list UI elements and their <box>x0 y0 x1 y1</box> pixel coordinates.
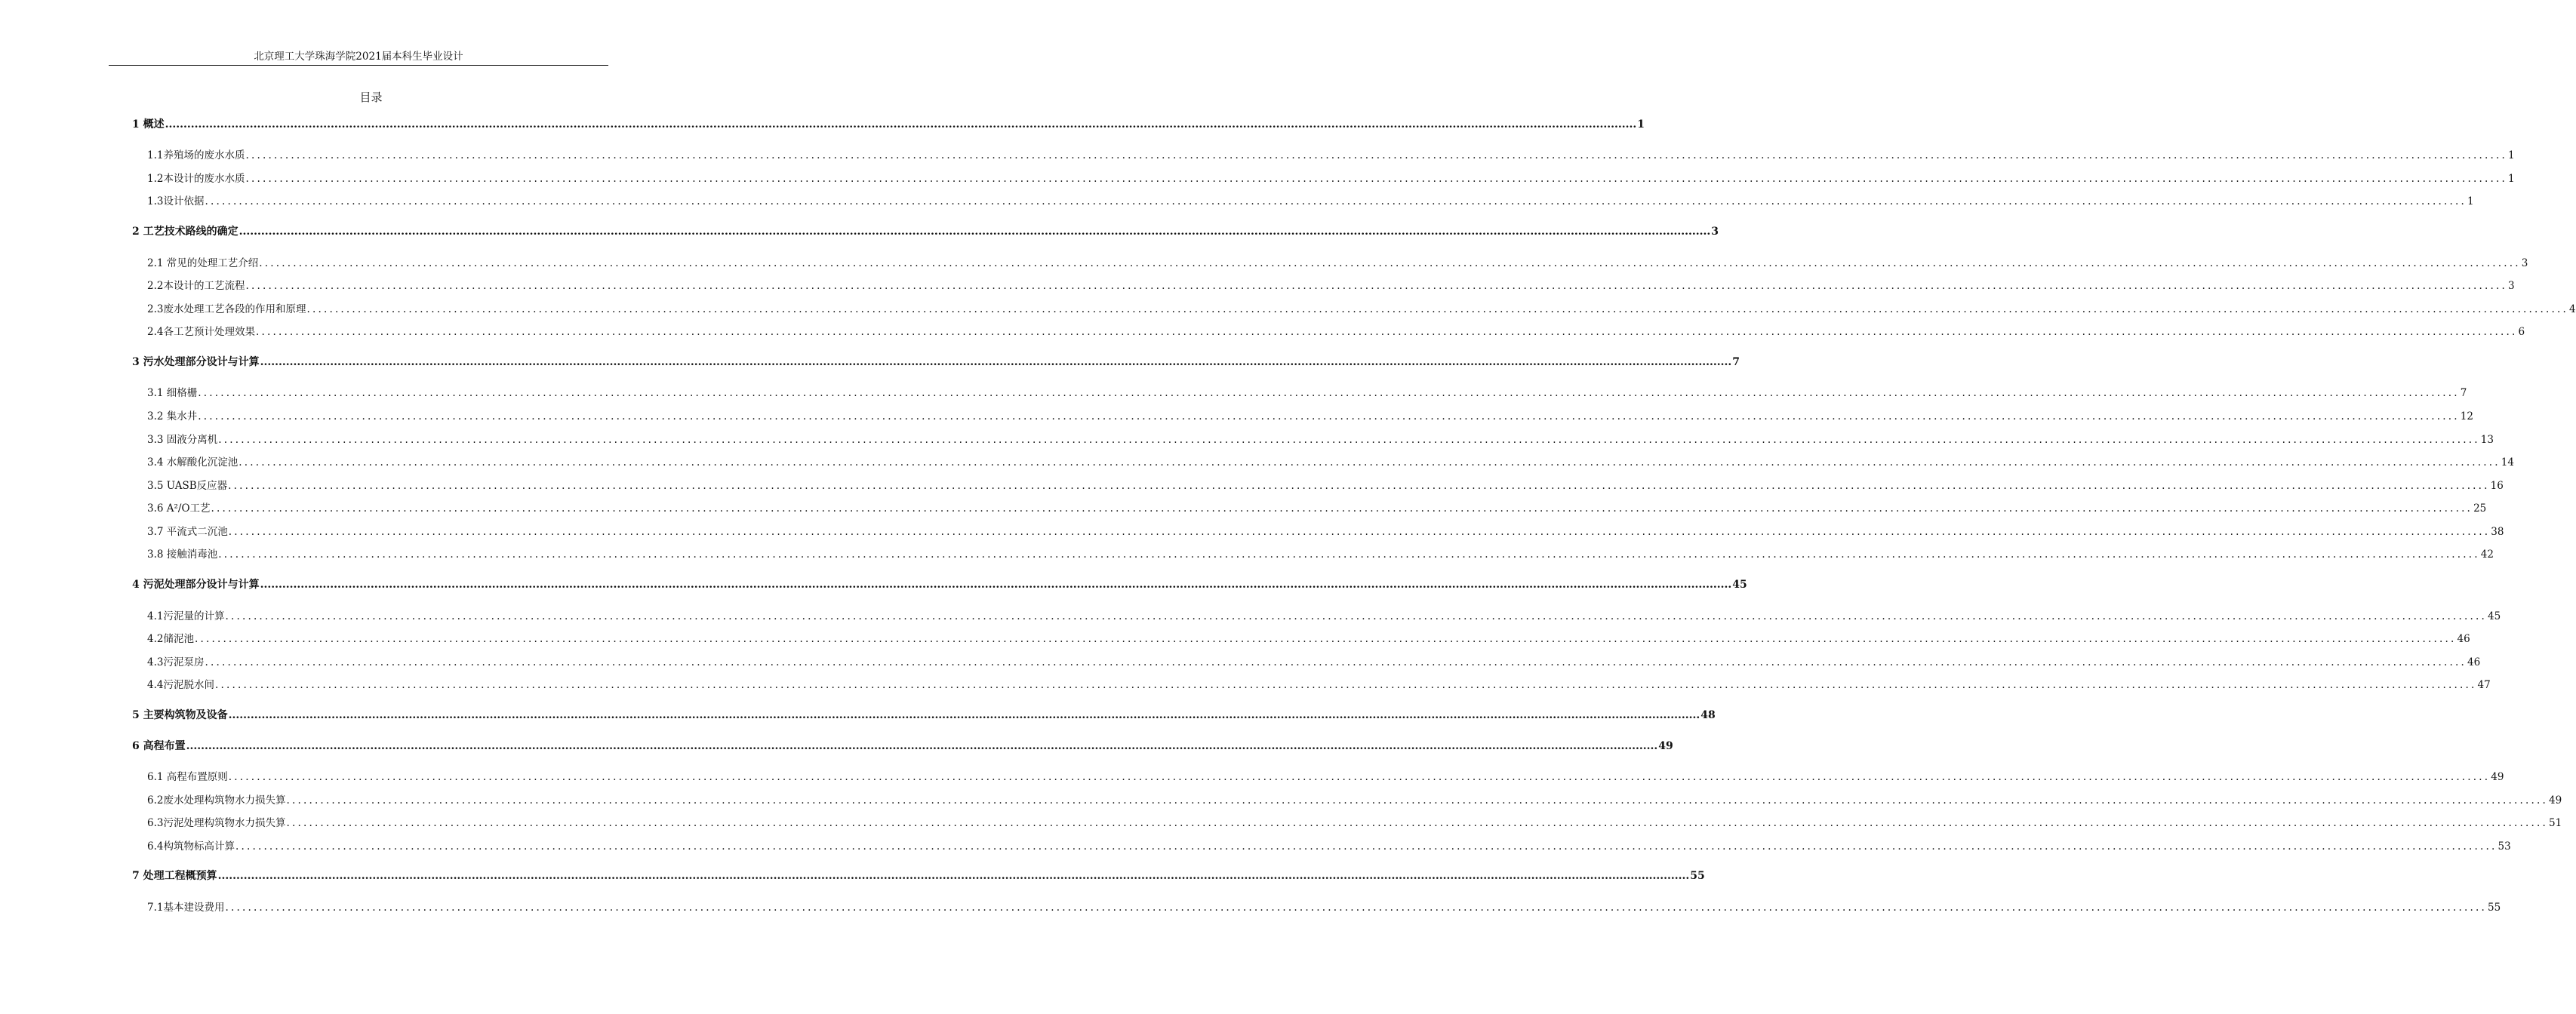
toc-page-number: 3 <box>2521 257 2528 269</box>
toc-entry-label: 6.2废水处理构筑物水力损失算 <box>147 794 286 807</box>
toc-page-number: 12 <box>2460 410 2473 422</box>
toc-page-number: 47 <box>2477 679 2491 691</box>
toc-page-number: 25 <box>2473 502 2487 515</box>
toc-chapter-entry[interactable] <box>132 578 1747 592</box>
toc-page-number: 14 <box>2501 456 2514 469</box>
toc-page-number: 7 <box>2460 387 2467 399</box>
toc-entry-label: 3.6 A²/O工艺 <box>147 502 211 515</box>
toc-dot-leader: ................................................................................................................................................................................................................................................................................................................................................................................................................ <box>239 226 1711 238</box>
toc-page-number: 46 <box>2467 656 2481 668</box>
toc-page-number: 1 <box>2508 173 2515 185</box>
toc-section-entry[interactable] <box>147 794 2562 807</box>
toc-page-number: 51 <box>2549 817 2562 829</box>
toc-dot-leader: ................................................................................................................................................................................................................................................................................................................................................................................................................ <box>217 870 1690 882</box>
toc-dot-leader: ................................................................................................................................................................................................................................................................................................................................................................................................................ <box>194 633 2457 645</box>
toc-page-number: 6 <box>2518 326 2525 338</box>
toc-section-entry[interactable] <box>147 195 2474 208</box>
toc-entry-label: 4.2储泥池 <box>147 633 194 645</box>
toc-chapter-entry[interactable] <box>132 739 1673 753</box>
toc-section-entry[interactable] <box>147 656 2481 669</box>
toc-dot-leader: ................................................................................................................................................................................................................................................................................................................................................................................................................ <box>205 195 2467 207</box>
toc-section-entry[interactable] <box>147 325 2525 339</box>
toc-dot-leader: ................................................................................................................................................................................................................................................................................................................................................................................................................ <box>255 326 2518 338</box>
toc-section-entry[interactable] <box>147 257 2528 270</box>
toc-entry-label: 4.1污泥量的计算 <box>147 610 225 622</box>
toc-section-entry[interactable] <box>147 433 2494 447</box>
toc-page-number: 49 <box>1658 740 1673 752</box>
toc-entry-label: 6 高程布置 <box>132 740 186 752</box>
toc-entry-label: 1 概述 <box>132 118 165 131</box>
toc-entry-label: 3.4 水解酸化沉淀池 <box>147 456 239 469</box>
toc-page-number: 49 <box>2549 794 2562 807</box>
toc-page-number: 46 <box>2457 633 2470 645</box>
toc-section-entry[interactable] <box>147 901 2501 914</box>
toc-dot-leader: ................................................................................................................................................................................................................................................................................................................................................................................................................ <box>205 656 2467 668</box>
toc-page-number: 48 <box>1700 709 1716 721</box>
toc-section-entry[interactable] <box>147 172 2515 186</box>
toc-section-entry[interactable] <box>147 456 2514 469</box>
toc-entry-label: 2 工艺技术路线的确定 <box>132 226 239 238</box>
toc-page-number: 38 <box>2491 526 2504 538</box>
toc-entry-label: 1.3设计依据 <box>147 195 205 207</box>
toc-dot-leader: ................................................................................................................................................................................................................................................................................................................................................................................................................ <box>165 118 1637 131</box>
toc-entry-label: 1.1养殖场的废水水质 <box>147 149 245 161</box>
toc-entry-label: 6.3污泥处理构筑物水力损失算 <box>147 817 286 829</box>
toc-page-number: 42 <box>2480 548 2494 561</box>
toc-dot-leader: ................................................................................................................................................................................................................................................................................................................................................................................................................ <box>260 579 1732 591</box>
toc-page-number: 1 <box>2508 149 2515 161</box>
toc-page-number: 4 <box>2569 303 2576 315</box>
toc-dot-leader: ................................................................................................................................................................................................................................................................................................................................................................................................................ <box>218 434 2480 446</box>
toc-entry-label: 6.4构筑物标高计算 <box>147 840 235 853</box>
toc-section-entry[interactable] <box>147 840 2511 853</box>
toc-section-entry[interactable] <box>147 479 2504 493</box>
toc-section-entry[interactable] <box>147 678 2491 692</box>
toc-chapter-entry[interactable] <box>132 869 1705 883</box>
toc-dot-leader: ................................................................................................................................................................................................................................................................................................................................................................................................................ <box>211 502 2473 515</box>
toc-dot-leader: ................................................................................................................................................................................................................................................................................................................................................................................................................ <box>286 794 2548 807</box>
toc-section-entry[interactable] <box>147 770 2504 784</box>
toc-dot-leader: ................................................................................................................................................................................................................................................................................................................................................................................................................ <box>259 257 2521 269</box>
toc-dot-leader: ................................................................................................................................................................................................................................................................................................................................................................................................................ <box>198 410 2460 422</box>
toc-entry-label: 6.1 高程布置原则 <box>147 771 228 783</box>
toc-entry-label: 3.8 接触消毒池 <box>147 548 218 561</box>
toc-dot-leader: ................................................................................................................................................................................................................................................................................................................................................................................................................ <box>260 356 1732 368</box>
toc-section-entry[interactable] <box>147 610 2501 623</box>
toc-dot-leader: ................................................................................................................................................................................................................................................................................................................................................................................................................ <box>228 480 2490 492</box>
toc-page-number: 16 <box>2490 480 2504 492</box>
toc-entry-label: 2.3废水处理工艺各段的作用和原理 <box>147 303 306 315</box>
toc-dot-leader: ................................................................................................................................................................................................................................................................................................................................................................................................................ <box>228 526 2491 538</box>
toc-section-entry[interactable] <box>147 816 2562 830</box>
toc-entry-label: 3.7 平流式二沉池 <box>147 526 228 538</box>
toc-page-number: 3 <box>1711 226 1719 238</box>
toc-dot-leader: ................................................................................................................................................................................................................................................................................................................................................................................................................ <box>245 280 2507 292</box>
toc-page-number: 1 <box>2467 195 2474 207</box>
toc-page-number: 1 <box>1637 118 1645 131</box>
toc-dot-leader: ................................................................................................................................................................................................................................................................................................................................................................................................................ <box>225 610 2487 622</box>
toc-page-number: 13 <box>2480 434 2494 446</box>
toc-dot-leader: ................................................................................................................................................................................................................................................................................................................................................................................................................ <box>306 303 2568 315</box>
toc-page-number: 55 <box>1690 870 1705 882</box>
toc-chapter-entry[interactable] <box>132 708 1716 722</box>
toc-dot-leader: ................................................................................................................................................................................................................................................................................................................................................................................................................ <box>245 149 2507 161</box>
toc-page-number: 49 <box>2491 771 2504 783</box>
toc-entry-label: 3.5 UASB反应器 <box>147 480 228 492</box>
toc-page-number: 45 <box>2488 610 2501 622</box>
toc-entry-label: 3.1 细格栅 <box>147 387 198 399</box>
toc-entry-label: 3.2 集水井 <box>147 410 198 422</box>
toc-entry-label: 2.2本设计的工艺流程 <box>147 280 245 292</box>
toc-entry-label: 4 污泥处理部分设计与计算 <box>132 579 260 591</box>
toc-entry-label: 4.3污泥泵房 <box>147 656 205 668</box>
toc-entry-label: 5 主要构筑物及设备 <box>132 709 228 721</box>
toc-section-entry[interactable] <box>147 410 2473 423</box>
toc-section-entry[interactable] <box>147 149 2515 162</box>
toc-dot-leader: ................................................................................................................................................................................................................................................................................................................................................................................................................ <box>198 387 2460 399</box>
toc-entry-label: 3 污水处理部分设计与计算 <box>132 356 260 368</box>
toc-entry-label: 7.1基本建设费用 <box>147 902 225 914</box>
toc-section-entry[interactable] <box>147 279 2515 293</box>
toc-section-entry[interactable] <box>147 548 2494 561</box>
toc-entry-label: 7 处理工程概预算 <box>132 870 217 882</box>
toc-page-number: 55 <box>2488 902 2501 914</box>
toc-entry-label: 2.4各工艺预计处理效果 <box>147 326 255 338</box>
toc-chapter-entry[interactable] <box>132 225 1719 238</box>
toc-dot-leader: ................................................................................................................................................................................................................................................................................................................................................................................................................ <box>235 840 2498 853</box>
toc-title: 目录 <box>359 91 383 104</box>
toc-page-number: 7 <box>1732 356 1740 368</box>
toc-entry-label: 3.3 固液分离机 <box>147 434 218 446</box>
toc-section-entry[interactable] <box>147 386 2467 400</box>
toc-dot-leader: ................................................................................................................................................................................................................................................................................................................................................................................................................ <box>228 709 1700 721</box>
toc-section-entry[interactable] <box>147 525 2504 539</box>
toc-entry-label: 4.4污泥脱水间 <box>147 679 214 691</box>
toc-dot-leader: ................................................................................................................................................................................................................................................................................................................................................................................................................ <box>214 679 2477 691</box>
toc-dot-leader: ................................................................................................................................................................................................................................................................................................................................................................................................................ <box>239 456 2501 469</box>
toc-entry-label: 1.2本设计的废水水质 <box>147 173 245 185</box>
toc-section-entry[interactable] <box>147 502 2487 515</box>
toc-dot-leader: ................................................................................................................................................................................................................................................................................................................................................................................................................ <box>286 817 2548 829</box>
toc-dot-leader: ................................................................................................................................................................................................................................................................................................................................................................................................................ <box>228 771 2491 783</box>
toc-page-number: 3 <box>2508 280 2515 292</box>
toc-chapter-entry[interactable] <box>132 118 1645 131</box>
toc-dot-leader: ................................................................................................................................................................................................................................................................................................................................................................................................................ <box>225 902 2487 914</box>
toc-dot-leader: ................................................................................................................................................................................................................................................................................................................................................................................................................ <box>218 548 2480 561</box>
toc-chapter-entry[interactable] <box>132 355 1740 369</box>
toc-section-entry[interactable] <box>147 303 2576 316</box>
toc-dot-leader: ................................................................................................................................................................................................................................................................................................................................................................................................................ <box>186 740 1658 752</box>
toc-entry-label: 2.1 常见的处理工艺介绍 <box>147 257 259 269</box>
toc-dot-leader: ................................................................................................................................................................................................................................................................................................................................................................................................................ <box>245 173 2507 185</box>
toc-section-entry[interactable] <box>147 632 2470 646</box>
toc-page-number: 53 <box>2498 840 2511 853</box>
toc-page-number: 45 <box>1732 579 1747 591</box>
page-header-title: 北京理工大学珠海学院2021届本科生毕业设计 <box>254 51 463 63</box>
